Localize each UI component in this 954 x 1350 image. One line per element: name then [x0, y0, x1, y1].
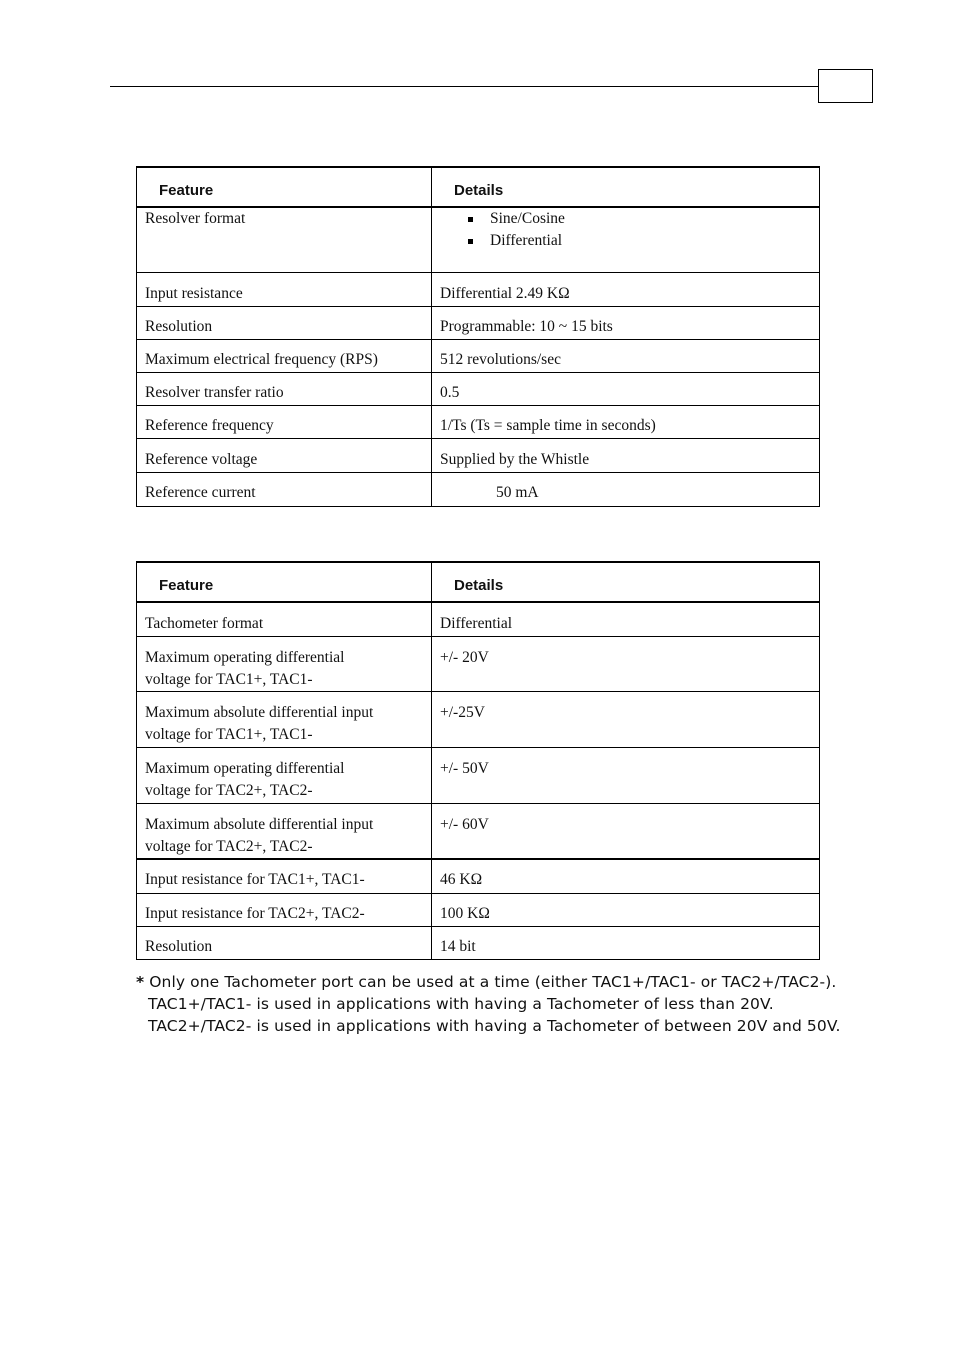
table-row [137, 803, 820, 859]
feature-cell: Reference frequency [137, 405, 432, 438]
resolver-spec-table [136, 166, 820, 507]
tachometer-footnote [136, 971, 856, 1037]
detail-cell: 46 KΩ [432, 859, 820, 893]
page-number-box [818, 69, 873, 103]
feature-line: voltage for TAC1+, TAC1- [145, 725, 313, 743]
table-row [137, 372, 820, 405]
footnote-text: Only one Tachometer port can be used at a time (either TAC1+/TAC1- or TAC2+/TAC2-). [149, 973, 837, 991]
detail-cell: 0.5 [432, 372, 820, 405]
feature-cell: Reference current [137, 472, 432, 506]
feature-line: Maximum operating differential [145, 759, 345, 777]
detail-cell: +/- 60V [432, 803, 820, 859]
footnote-line: TAC1+/TAC1- is used in applications with having a Tachometer of less than 20V. [148, 995, 774, 1013]
list-item: Differential [468, 230, 811, 252]
table-row [137, 602, 820, 636]
detail-cell: +/-25V [432, 691, 820, 747]
feature-line: Maximum absolute differential input [145, 815, 374, 833]
table-row [137, 691, 820, 747]
feature-line: voltage for TAC1+, TAC1- [145, 670, 313, 688]
detail-cell: 100 KΩ [432, 893, 820, 926]
feature-cell: Reference voltage [137, 438, 432, 472]
footnote-line: TAC2+/TAC2- is used in applications with having a Tachometer of between 20V and 50V. [148, 1017, 841, 1035]
feature-line: voltage for TAC2+, TAC2- [145, 781, 313, 799]
footnote-marker: * [136, 973, 145, 991]
list-item: Sine/Cosine [468, 208, 811, 230]
feature-cell: Input resistance [137, 272, 432, 306]
detail-cell: Differential [432, 602, 820, 636]
detail-cell: Programmable: 10 ~ 15 bits [432, 306, 820, 339]
detail-cell: +/- 50V [432, 747, 820, 803]
feature-cell: Resolver transfer ratio [137, 372, 432, 405]
feature-cell: Input resistance for TAC1+, TAC1- [137, 859, 432, 893]
detail-cell: Supplied by the Whistle [432, 438, 820, 472]
table-row [137, 405, 820, 438]
table-row [137, 339, 820, 372]
feature-cell [137, 691, 432, 747]
feature-cell: Tachometer format [137, 602, 432, 636]
feature-cell [137, 636, 432, 691]
feature-line: Maximum operating differential [145, 648, 345, 666]
table-row [137, 893, 820, 926]
bullet-list [440, 208, 811, 252]
column-header-feature: Feature [137, 562, 432, 602]
footnote-line [136, 971, 856, 993]
feature-line: voltage for TAC2+, TAC2- [145, 837, 313, 855]
detail-cell [432, 207, 820, 272]
feature-cell: Resolution [137, 306, 432, 339]
table-row [137, 472, 820, 506]
feature-cell [137, 747, 432, 803]
table-row [137, 438, 820, 472]
detail-cell: +/- 20V [432, 636, 820, 691]
feature-cell: Maximum electrical frequency (RPS) [137, 339, 432, 372]
detail-value: 50 mA [496, 483, 539, 501]
column-header-details: Details [432, 167, 820, 207]
table-row [137, 859, 820, 893]
header-rule [110, 86, 818, 87]
table-row [137, 207, 820, 272]
table-row [137, 926, 820, 959]
table-row [137, 636, 820, 691]
feature-cell: Resolution [137, 926, 432, 959]
table-row [137, 272, 820, 306]
feature-line: Maximum absolute differential input [145, 703, 374, 721]
table-row [137, 747, 820, 803]
detail-cell: 14 bit [432, 926, 820, 959]
detail-cell: 1/Ts (Ts = sample time in seconds) [432, 405, 820, 438]
table-row [137, 306, 820, 339]
table-header-row [137, 562, 820, 602]
feature-cell: Resolver format [137, 207, 432, 272]
tachometer-spec-table [136, 561, 820, 960]
column-header-feature: Feature [137, 167, 432, 207]
detail-cell [432, 472, 820, 506]
table-header-row [137, 167, 820, 207]
feature-cell [137, 803, 432, 859]
feature-cell: Input resistance for TAC2+, TAC2- [137, 893, 432, 926]
detail-cell: Differential 2.49 KΩ [432, 272, 820, 306]
column-header-details: Details [432, 562, 820, 602]
detail-cell: 512 revolutions/sec [432, 339, 820, 372]
